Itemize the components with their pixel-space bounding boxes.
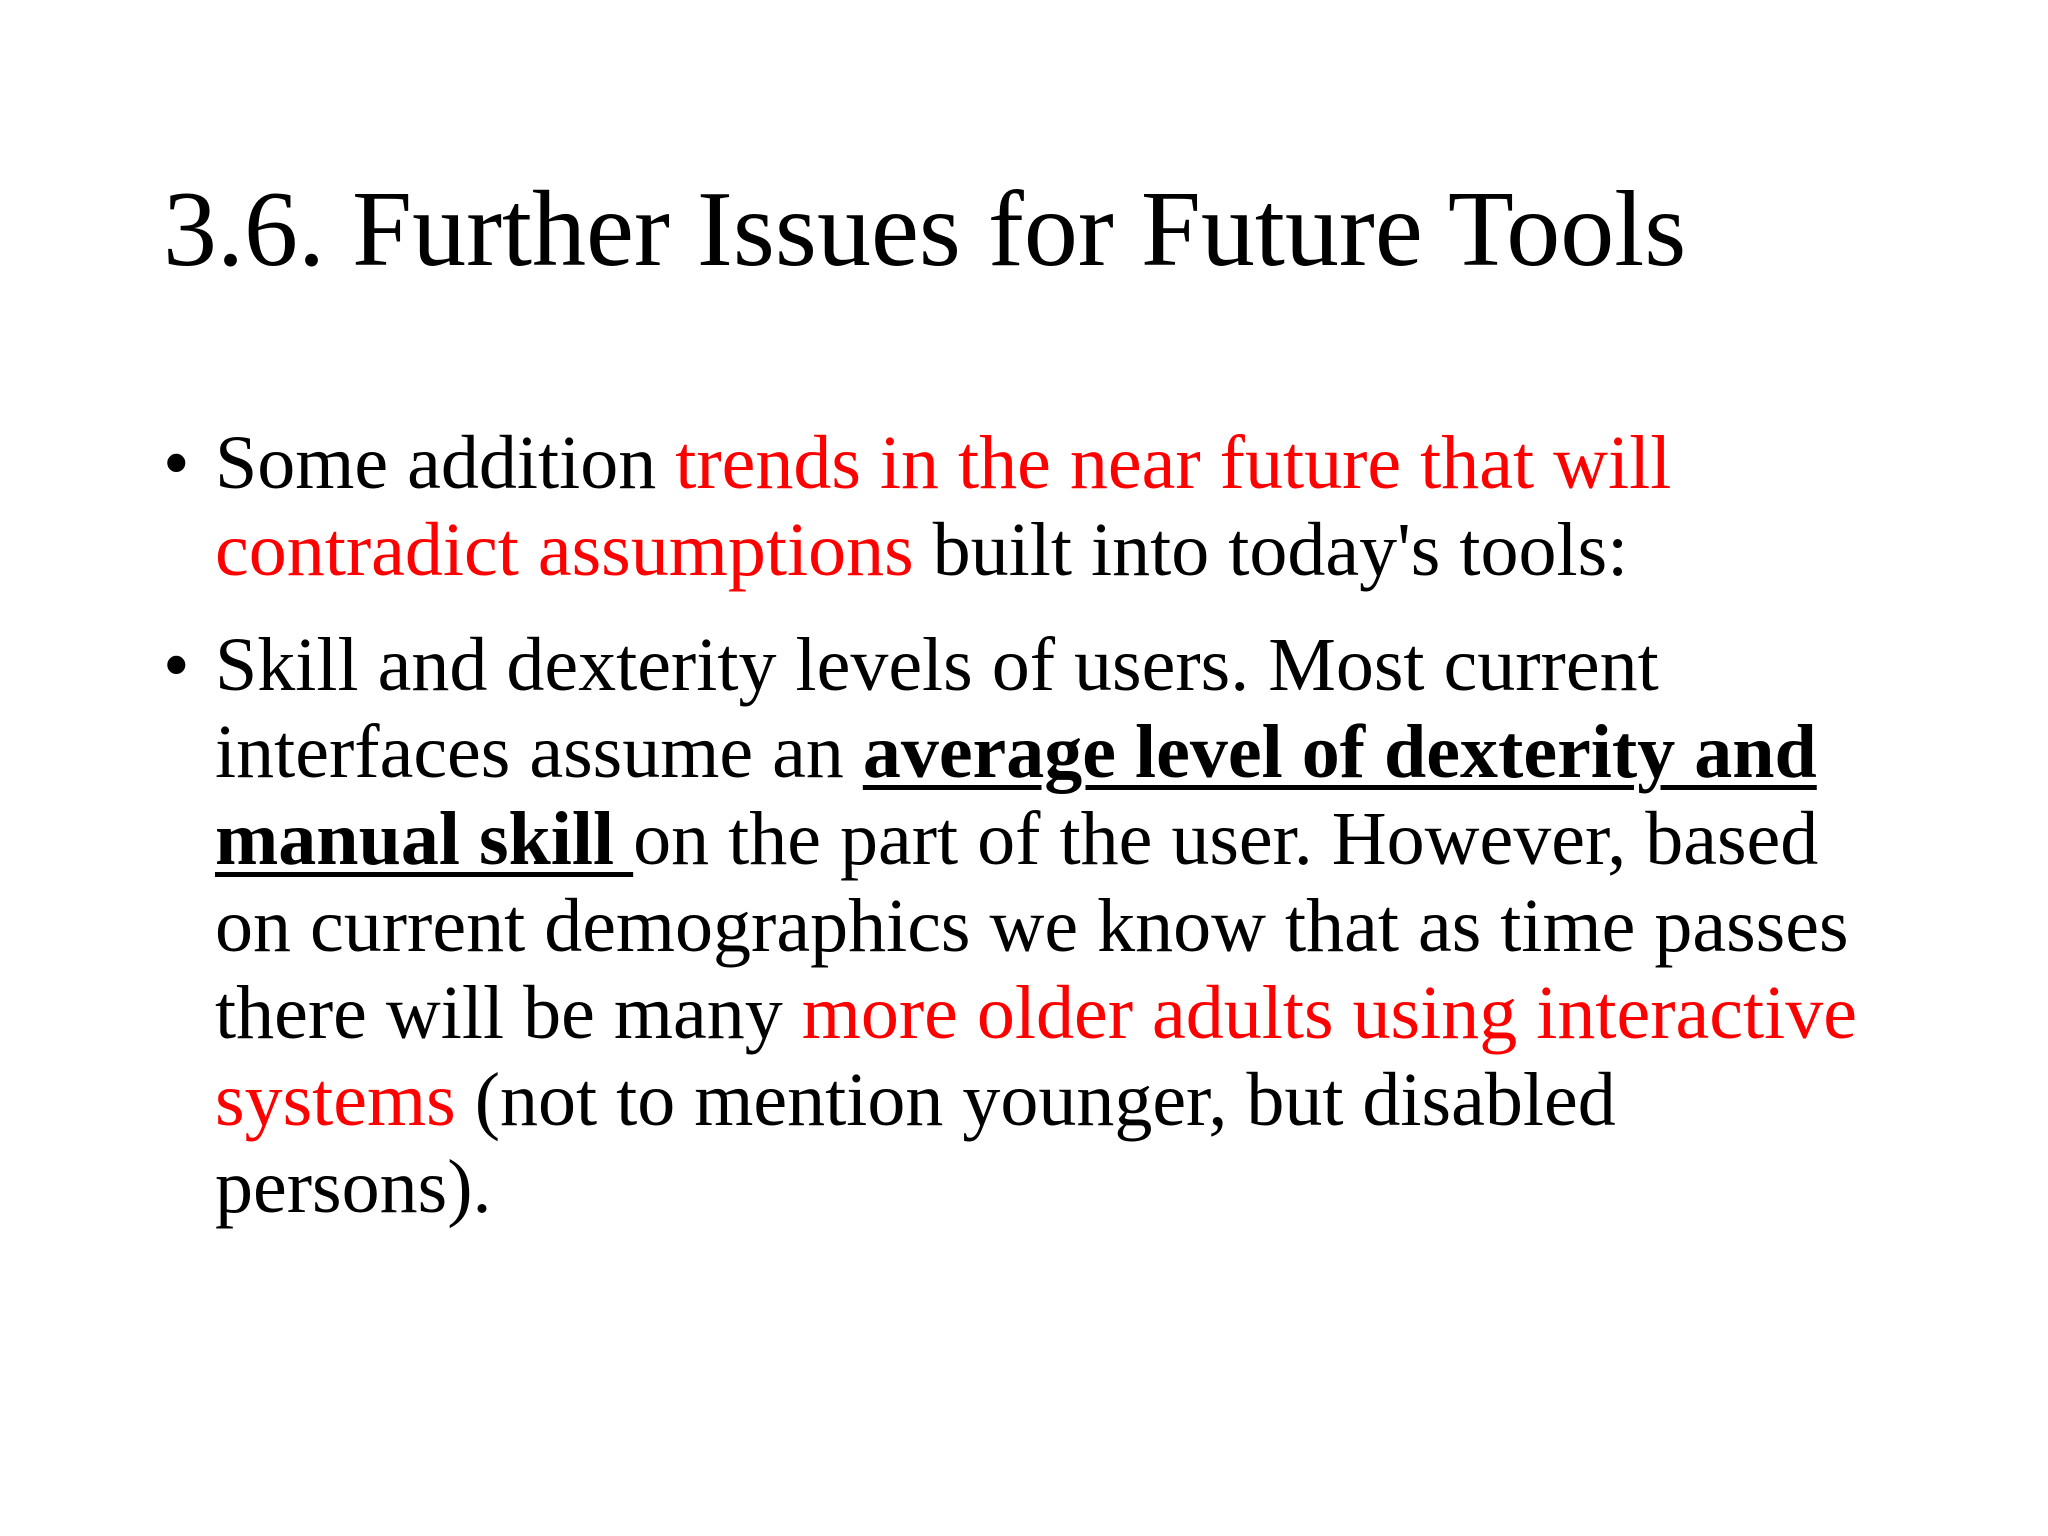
bullet-dot-icon: •: [163, 623, 190, 707]
bullet-item-skill: [163, 622, 1903, 1231]
bullet-dot-icon: •: [163, 421, 190, 505]
bullet-tail-text: built into today's tools:: [913, 508, 1629, 592]
bullet-lead-text: Some addition: [215, 421, 676, 505]
bullet-list: [163, 420, 1903, 1231]
bullet-lead-text: Skill and dexterity levels of users. Most current interfaces assume an: [215, 623, 1659, 794]
bullet-tail-text: (not to mention younger, but disabled persons).: [215, 1058, 1616, 1229]
slide-title: 3.6. Further Issues for Future Tools: [163, 170, 1687, 289]
bullet-item-trends: [163, 420, 1903, 594]
bullet-emphasis-text: average level of dexterity and manual skill: [215, 710, 1817, 881]
bullet-highlight-text: trends in the near future that will contradict assumptions: [215, 421, 1672, 592]
bullet-middle-text: on the part of the user. However, based on current demographics we know that as time passes there will be many: [215, 797, 1849, 1055]
bullet-highlight-text: more older adults using interactive systems: [215, 971, 1857, 1142]
